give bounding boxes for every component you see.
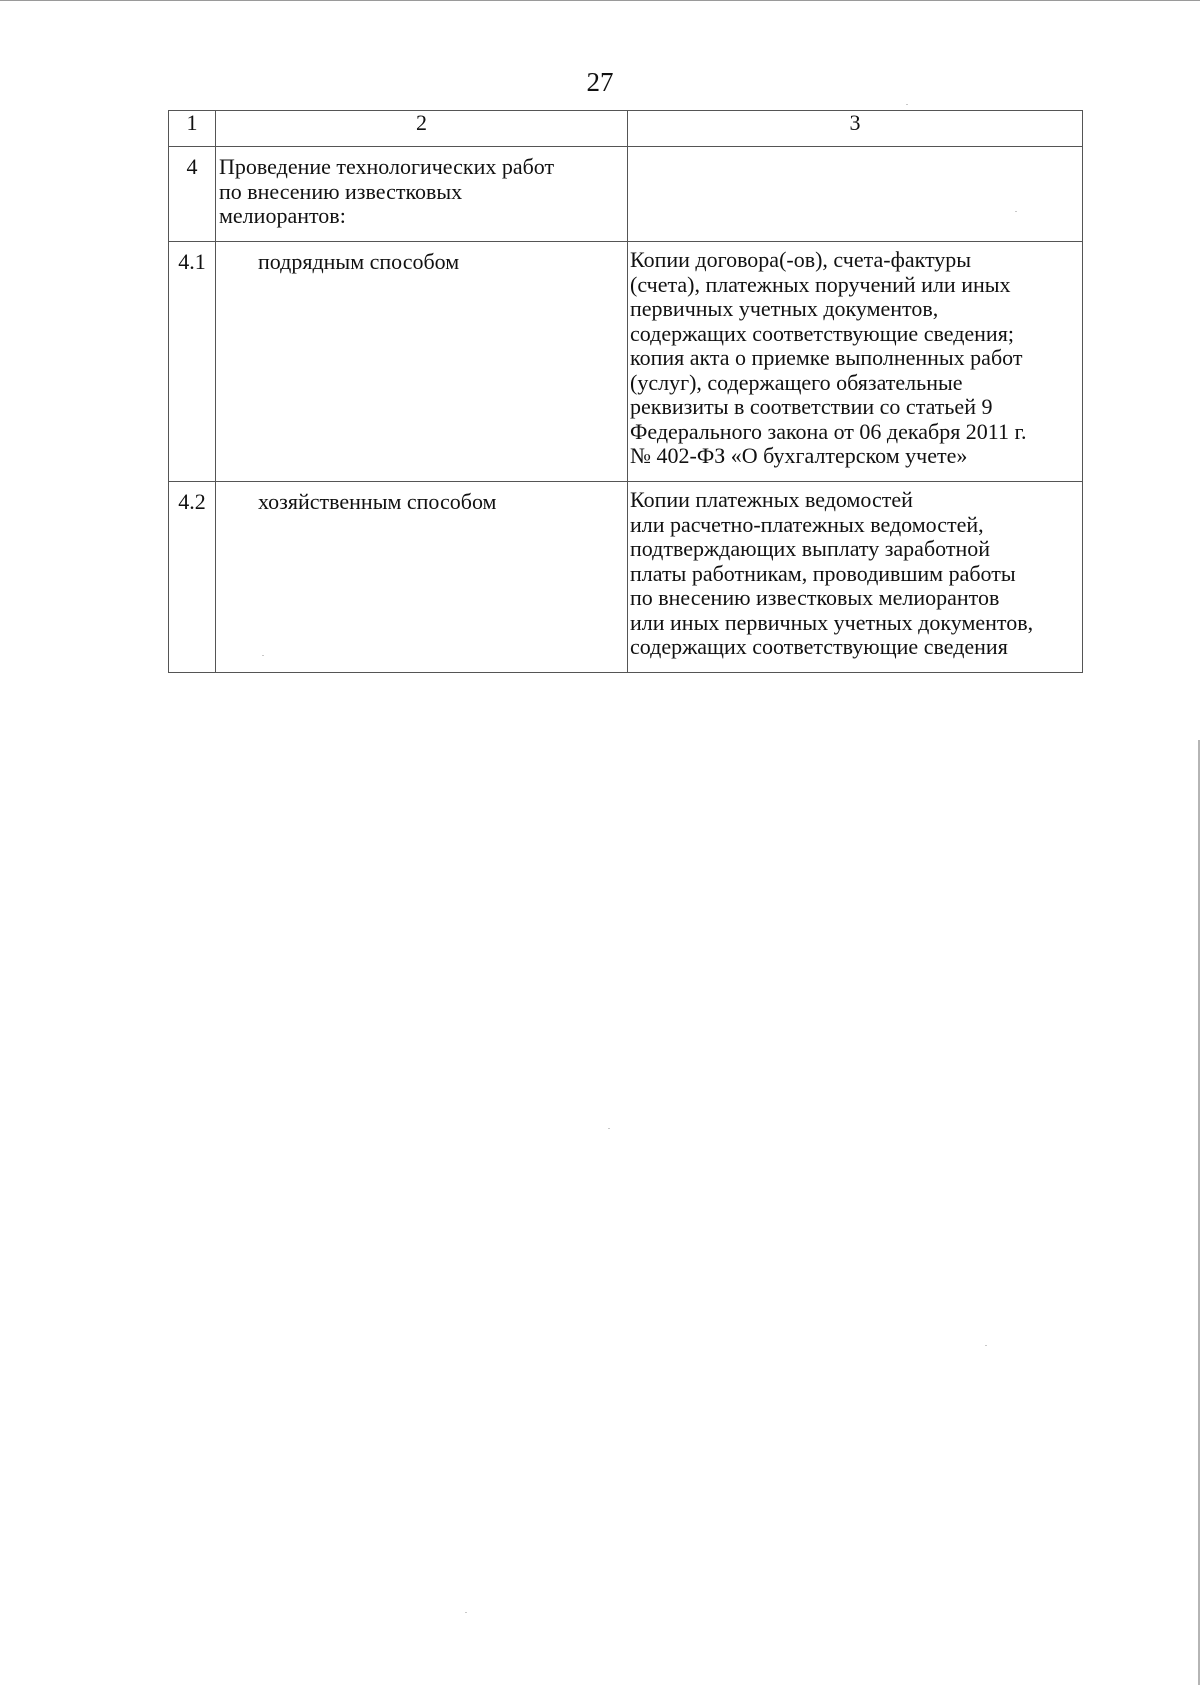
page-number: 27 — [586, 67, 614, 97]
column-number-3: 3 — [628, 111, 1083, 147]
row-title-line: Проведение технологических работ — [219, 154, 555, 179]
scan-speck — [1015, 211, 1017, 212]
description-line: (счета), платежных поручений или иных — [630, 271, 1011, 297]
row-title-line: мелиорантов: — [219, 203, 346, 228]
scan-speck — [608, 1128, 610, 1129]
description-line: или расчетно-платежных ведомостей, — [630, 511, 984, 537]
scan-speck — [906, 104, 908, 105]
row-description — [628, 482, 1083, 673]
row-description — [628, 147, 1083, 242]
description-line: реквизиты в соответствии со статьей 9 — [630, 394, 993, 419]
scan-border-top — [0, 0, 1200, 1]
row-title — [216, 242, 628, 482]
description-line: Копии договора(-ов), счета-фактуры — [630, 247, 972, 272]
description-line: Копии платежных ведомостей — [630, 487, 913, 512]
scan-speck — [985, 1345, 987, 1346]
description-line: Федерального закона от 06 декабря 2011 г. — [630, 418, 1027, 444]
column-number-1: 1 — [169, 111, 216, 147]
description-line: или иных первичных учетных документов, — [630, 609, 1034, 635]
table-row — [169, 482, 1083, 673]
description-line: (услуг), содержащего обязательные — [630, 369, 963, 395]
scan-speck — [465, 1612, 467, 1613]
column-number-2: 2 — [216, 111, 628, 147]
row-title — [216, 147, 628, 242]
table-row — [169, 147, 1083, 242]
row-number: 4.1 — [169, 242, 216, 482]
description-line: по внесению известковых мелиорантов — [630, 585, 1000, 610]
table-row — [169, 242, 1083, 482]
description-line: первичных учетных документов, — [630, 296, 939, 321]
description-line: содержащих соответствующие сведения — [630, 634, 1008, 659]
scan-speck — [262, 655, 264, 656]
requirements-table — [168, 110, 1083, 673]
row-number: 4.2 — [169, 482, 216, 673]
description-line: № 402-ФЗ «О бухгалтерском учете» — [630, 443, 968, 468]
row-title-line: по внесению известковых — [219, 178, 463, 204]
description-line: копия акта о приемке выполненных работ — [630, 345, 1023, 370]
description-line: подтверждающих выплату заработной — [630, 536, 991, 561]
row-title-line: подрядным способом — [258, 249, 460, 274]
table-header-row — [169, 111, 1083, 147]
row-title — [216, 482, 628, 673]
row-title-line: хозяйственным способом — [258, 489, 497, 514]
row-number: 4 — [169, 147, 216, 242]
description-line: содержащих соответствующие сведения; — [630, 320, 1014, 346]
row-description — [628, 242, 1083, 482]
description-line: платы работникам, проводившим работы — [630, 560, 1016, 586]
